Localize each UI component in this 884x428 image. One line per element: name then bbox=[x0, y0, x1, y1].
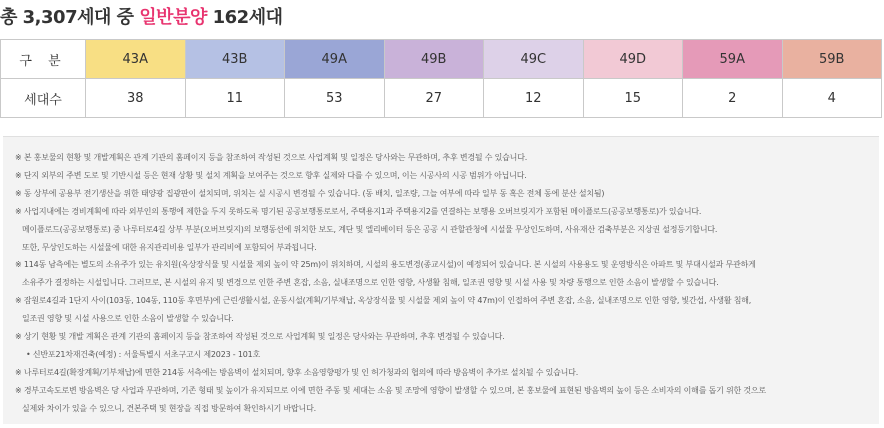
header-cell-49C: 49C bbox=[484, 40, 584, 79]
disclaimer-notes-box bbox=[3, 136, 879, 424]
note-line: 소유주가 결정하는 시설입니다. 그러므로, 본 시설의 유지 및 변경으로 인한 주변 혼잡, 소음, 실내조명으로 인한 영향, 사생활 침해, 일조권 영향 및 시설 사용 및 차량 통행으로 인한 소음이 발생할 수 있습니다. bbox=[22, 278, 719, 288]
header-label-cell: 구 분 bbox=[1, 40, 86, 79]
note-line: ※ 사업지내에는 경비계획에 따라 외부인의 통행에 제한을 두지 못하도록 명기된 공공보행통로로서, 주택용지1과 주택용지2를 연결하는 보행용 오버브릿지가 포함된 메이플로드(공공보행통로)가 있습니다. bbox=[15, 206, 702, 216]
header-cell-49B: 49B bbox=[384, 40, 484, 79]
note-line: ※ 동 상부에 공용부 전기생산을 위한 태양광 집광판이 설치되며, 위치는 실 시공시 변경될 수 있습니다. (동 배치, 일조량, 그늘 여부에 따라 일부 동 혹은 전체 동에 분산 설치됨) bbox=[15, 188, 605, 198]
note-line: 또한, 무상인도하는 시설물에 대한 유지관리비용 일부가 관리비에 포함되어 부과됩니다. bbox=[22, 242, 317, 252]
header-cell-59B: 59B bbox=[782, 40, 882, 79]
header-cell-43B: 43B bbox=[185, 40, 285, 79]
note-line: • 신반포21차재건축(예정) : 서울특별시 서초구고시 제2023 - 101호 bbox=[26, 349, 261, 359]
count-cell-43A: 38 bbox=[86, 79, 186, 118]
note-line: 메이플로드(공공보행통로) 중 나루터로4길 상부 부분(오버브릿지)의 보행동선에 위치한 보도, 계단 및 엘리베이터 등은 공공 시 관할관청에 시설물 무상인도하며, 사유재산 검축부분은 지상권 설정등기합니다. bbox=[22, 224, 718, 234]
count-cell-43B: 11 bbox=[185, 79, 285, 118]
page-title bbox=[0, 4, 282, 32]
title-prefix: 총 3,307세대 중 bbox=[0, 7, 140, 28]
title-highlight: 일반분양 bbox=[139, 7, 207, 28]
count-cell-49B: 27 bbox=[384, 79, 484, 118]
row-label-cell: 세대수 bbox=[1, 79, 86, 118]
note-line: ※ 경부고속도로변 방음벽은 당 사업과 무관하며, 기존 형태 및 높이가 유지되므로 이에 면한 주동 및 세대는 소음 및 조망에 영향이 발생할 수 있으며, 본 홍보물에 표현된 방음벽의 높이 등은 소비자의 이해를 돕기 위한 것으로 bbox=[15, 385, 766, 395]
note-line: ※ 단지 외부의 주변 도로 및 기반시설 등은 현재 상황 및 설치 계획을 보여주는 것으로 향후 실제와 다를 수 있으며, 이는 시공사의 시공 범위가 아닙니다. bbox=[15, 170, 527, 180]
unit-count-table bbox=[0, 39, 882, 118]
count-cell-49D: 15 bbox=[583, 79, 683, 118]
header-cell-49A: 49A bbox=[285, 40, 385, 79]
note-line: ※ 잠원로4길과 1단지 사이(103동, 104동, 110동 후면부)에 근린생활시설, 운동시설(계획/기부채납, 옥상장식물 및 시설물 제외 높이 약 47m)이 인접하여 주변 혼잡, 소음, 실내조명으로 인한 영향, 빛간섭, 사생활 침해, bbox=[15, 296, 752, 306]
header-cell-43A: 43A bbox=[86, 40, 186, 79]
count-cell-49C: 12 bbox=[484, 79, 584, 118]
note-line: ※ 114동 남측에는 별도의 소유주가 있는 유치원(옥상장식물 및 시설물 제외 높이 약 25m)이 위치하며, 시설의 용도변경(종교시설)이 예정되어 있습니다. 본 시설의 사용용도 및 운영방식은 아파트 및 부대시설과 무관하게 bbox=[15, 260, 756, 270]
note-line: ※ 본 홍보물의 현황 및 개발계획은 관계 기관의 홈페이지 등을 참조하여 작성된 것으로 사업계획 및 일정은 당사와는 무관하며, 추후 변경될 수 있습니다. bbox=[15, 153, 528, 162]
header-cell-59A: 59A bbox=[683, 40, 783, 79]
title-suffix: 162세대 bbox=[206, 7, 283, 28]
table-header-row bbox=[1, 40, 882, 79]
header-cell-49D: 49D bbox=[583, 40, 683, 79]
note-line: ※ 상기 현황 및 개발 계획은 관계 기관의 홈페이지 등을 참조하여 작성된 것으로 사업계획 및 일정은 당사와는 무관하며, 추후 변경될 수 있습니다. bbox=[15, 332, 505, 342]
count-cell-59B: 4 bbox=[782, 79, 882, 118]
count-cell-59A: 2 bbox=[683, 79, 783, 118]
note-line: ※ 나루터로4길(확장계획/기부채납)에 면한 214동 서측에는 방음벽이 설치되며, 향후 소음영향평가 및 인 허가청과의 협의에 따라 방음벽이 추가로 설치될 수 있습니다. bbox=[15, 367, 579, 377]
table-row bbox=[1, 79, 882, 118]
count-cell-49A: 53 bbox=[285, 79, 385, 118]
note-line: 실제와 차이가 있을 수 있으니, 견본주택 및 현장을 직접 방문하여 확인하시기 바랍니다. bbox=[22, 403, 316, 413]
note-line: 일조권 영향 및 시설 사용으로 인한 소음이 발생할 수 있습니다. bbox=[22, 314, 234, 324]
